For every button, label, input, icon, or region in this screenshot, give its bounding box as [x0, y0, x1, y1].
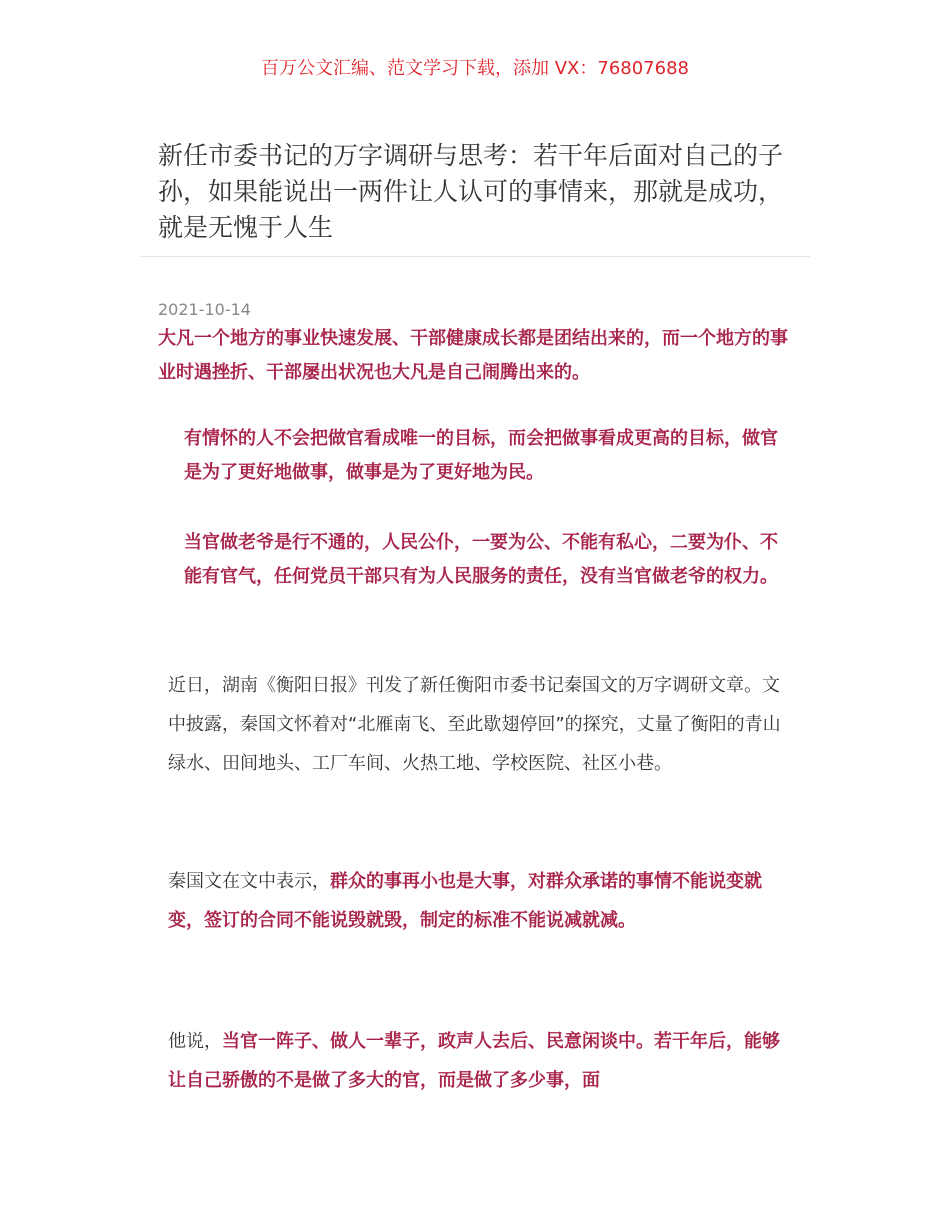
article-title: 新任市委书记的万字调研与思考：若干年后面对自己的子孙，如果能说出一两件让人认可的事情来，那就是成功，就是无愧于人生	[158, 141, 784, 242]
article-date: 2021-10-14	[158, 300, 251, 319]
paragraph-lead-in: 秦国文在文中表示，	[168, 871, 330, 892]
header-banner: 百万公文汇编、范文学习下载，添加 VX：76807688	[261, 58, 689, 79]
body-paragraph	[168, 1022, 786, 1100]
title-divider	[140, 256, 810, 257]
lead-summary: 大凡一个地方的事业快速发展、干部健康成长都是团结出来的，而一个地方的事业时遇挫折、干部屡出状况也大凡是自己闹腾出来的。	[158, 328, 788, 383]
pull-quote: 有情怀的人不会把做官看成唯一的目标，而会把做事看成更高的目标，做官是为了更好地做事，做事是为了更好地为民。	[184, 428, 778, 483]
pull-quote: 当官做老爷是行不通的，人民公仆，一要为公、不能有私心，二要为仆、不能有官气，任何党员干部只有为人民服务的责任，没有当官做老爷的权力。	[184, 532, 778, 587]
paragraph-lead-in: 他说，	[168, 1031, 222, 1052]
highlighted-quote: 当官一阵子、做人一辈子，政声人去后、民意闲谈中。若干年后，能够让自己骄傲的不是做了多大的官，而是做了多少事，面	[168, 1031, 780, 1091]
highlighted-quote: 群众的事再小也是大事，对群众承诺的事情不能说变就变，签订的合同不能说毁就毁，制定的标准不能说减就减。	[168, 871, 762, 931]
body-paragraph: 近日，湖南《衡阳日报》刊发了新任衡阳市委书记秦国文的万字调研文章。文中披露，秦国文怀着对“北雁南飞、至此歇翅停回”的探究，丈量了衡阳的青山绿水、田间地头、工厂车间、火热工地、学校医院、社区小巷。	[168, 675, 781, 774]
body-paragraph	[168, 862, 786, 940]
